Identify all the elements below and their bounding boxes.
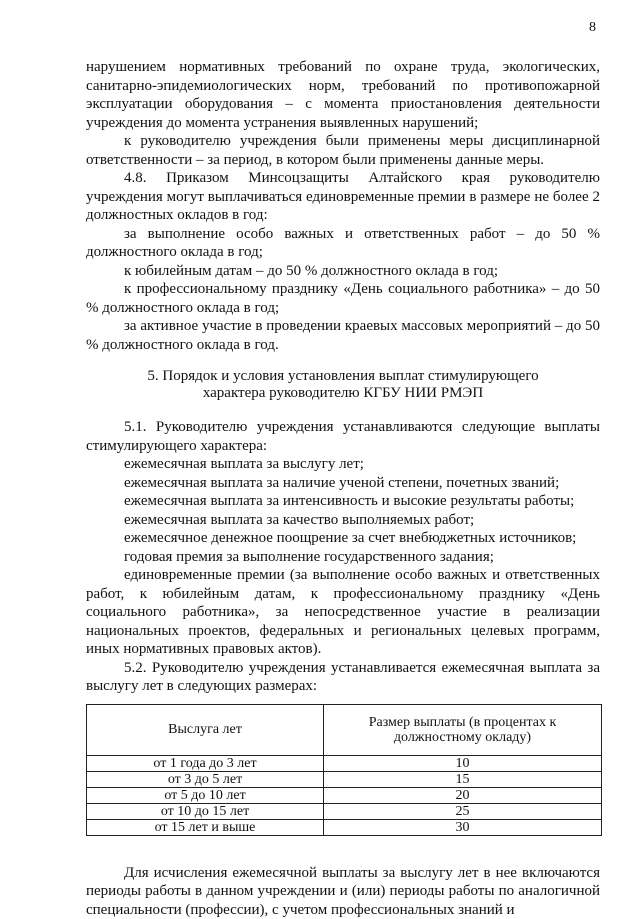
- percent-cell: 15: [324, 771, 602, 787]
- payment-item: годовая премия за выполнение государственного задания;: [86, 548, 600, 567]
- payment-item: ежемесячная выплата за наличие ученой степени, почетных званий;: [86, 474, 600, 493]
- paragraph: нарушением нормативных требований по охране труда, экологических, санитарно-эпидемиологических норм, требований по противопожарной эксплуатации оборудования – с момента приостановления деятельности учреждения до момента устранения выявленных нарушений;: [86, 58, 600, 132]
- page-body: [86, 58, 600, 919]
- paragraph: Для исчисления ежемесячной выплаты за выслугу лет в нее включаются периоды работы в данном учреждении и (или) периоды работы по аналогичной специальности (профессии), с учетом профессиональных знаний и: [86, 864, 600, 919]
- seniority-cell: от 1 года до 3 лет: [87, 755, 324, 771]
- payment-item: единовременные премии (за выполнение особо важных и ответственных работ, к юбилейным датам, к профессиональному празднику «День социального работника», за непосредственное участие в реализации национальных проектов, федеральных и региональных целевых программ, иных нормативных правовых актов).: [86, 566, 600, 659]
- table-row: [87, 787, 602, 803]
- table-row: [87, 803, 602, 819]
- percent-cell: 30: [324, 819, 602, 835]
- paragraph: к руководителю учреждения были применены меры дисциплинарной ответственности – за период, в котором были применены данные меры.: [86, 132, 600, 169]
- payment-item: ежемесячная выплата за качество выполняемых работ;: [86, 511, 600, 530]
- table-row: [87, 771, 602, 787]
- heading-line: 5. Порядок и условия установления выплат стимулирующего: [147, 368, 538, 384]
- table-row: [87, 819, 602, 835]
- payment-item: ежемесячная выплата за выслугу лет;: [86, 455, 600, 474]
- header-seniority: Выслуга лет: [87, 704, 324, 755]
- section-5-1-lead: 5.1. Руководителю учреждения устанавливаются следующие выплаты стимулирующего характера:: [86, 418, 600, 455]
- bonus-item: к профессиональному празднику «День социального работника» – до 50 % должностного оклада в год;: [86, 280, 600, 317]
- seniority-cell: от 10 до 15 лет: [87, 803, 324, 819]
- section-5-heading: [86, 368, 600, 402]
- seniority-table: [86, 704, 602, 836]
- page-number: 8: [589, 20, 596, 36]
- section-5-2: 5.2. Руководителю учреждения устанавливается ежемесячная выплата за выслугу лет в следующих размерах:: [86, 659, 600, 696]
- bonus-item: за активное участие в проведении краевых массовых мероприятий – до 50 % должностного оклада в год.: [86, 317, 600, 354]
- percent-cell: 25: [324, 803, 602, 819]
- bonus-item: к юбилейным датам – до 50 % должностного оклада в год;: [86, 262, 600, 281]
- seniority-cell: от 3 до 5 лет: [87, 771, 324, 787]
- table-row: [87, 755, 602, 771]
- seniority-cell: от 5 до 10 лет: [87, 787, 324, 803]
- section-4-8-lead: 4.8. Приказом Минсоцзащиты Алтайского края руководителю учреждения могут выплачиваться единовременные премии в размере не более 2 должностных окладов в год:: [86, 169, 600, 225]
- percent-cell: 20: [324, 787, 602, 803]
- header-payment-size: Размер выплаты (в процентах к должностному окладу): [324, 704, 602, 755]
- seniority-cell: от 15 лет и выше: [87, 819, 324, 835]
- payment-item: ежемесячное денежное поощрение за счет внебюджетных источников;: [86, 529, 600, 548]
- table-header-row: [87, 704, 602, 755]
- bonus-item: за выполнение особо важных и ответственных работ – до 50 % должностного оклада в год;: [86, 225, 600, 262]
- heading-line: характера руководителю КГБУ НИИ РМЭП: [203, 385, 483, 401]
- payment-item: ежемесячная выплата за интенсивность и высокие результаты работы;: [86, 492, 600, 511]
- percent-cell: 10: [324, 755, 602, 771]
